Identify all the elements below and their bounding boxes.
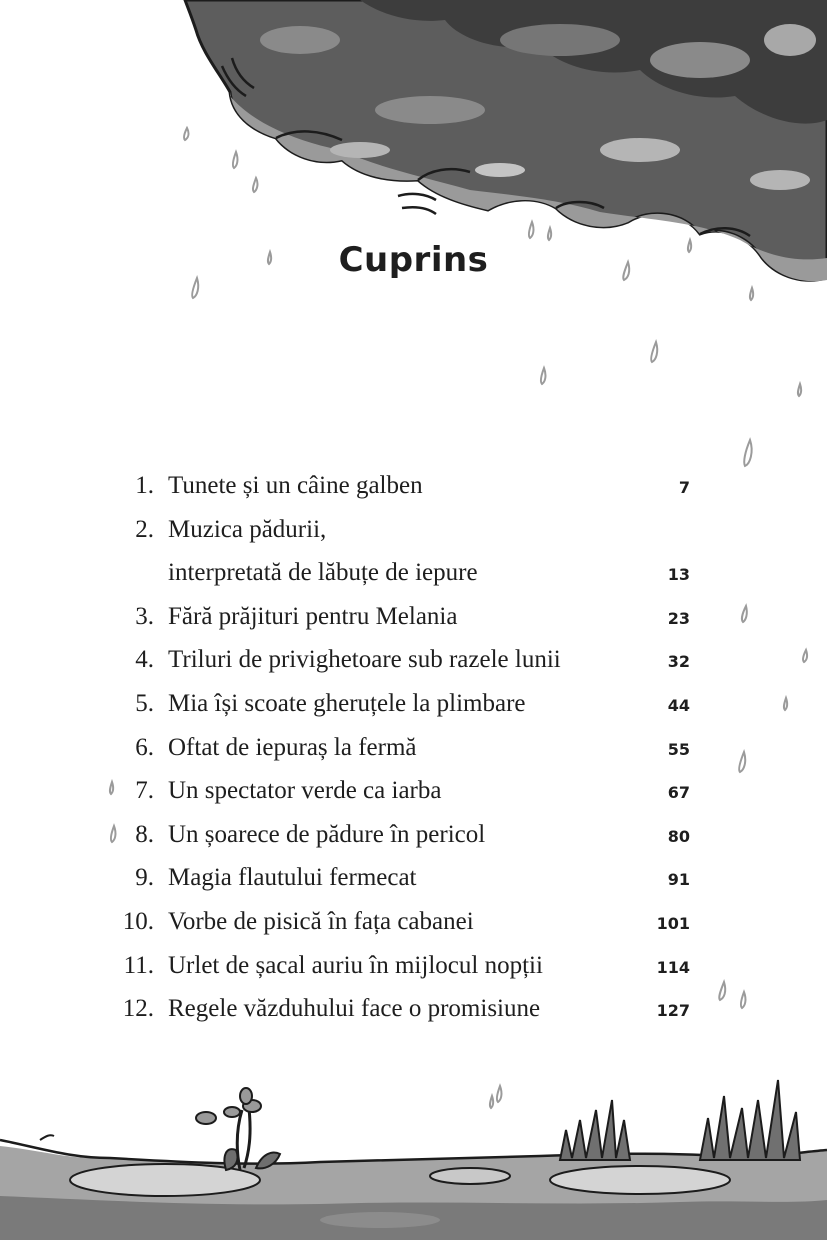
chapter-number: 12. bbox=[122, 995, 154, 1023]
table-of-contents bbox=[0, 468, 827, 1035]
toc-entry-8 bbox=[0, 817, 827, 861]
chapter-number: 5. bbox=[135, 689, 154, 717]
toc-entry-10 bbox=[0, 904, 827, 948]
toc-entry-12 bbox=[0, 991, 827, 1035]
toc-entry-1 bbox=[0, 468, 827, 512]
chapter-title: Regele văzduhului face o promisiune bbox=[168, 995, 541, 1023]
chapter-title: Urlet de șacal auriu în mijlocul nopții bbox=[168, 951, 543, 979]
chapter-title: Fără prăjituri pentru Melania bbox=[168, 602, 458, 630]
page-number: 7 bbox=[678, 478, 690, 497]
storm-cloud-illustration bbox=[185, 0, 827, 281]
chapter-title-continued: interpretată de lăbuțe de iepure bbox=[168, 559, 478, 587]
page-number: 67 bbox=[667, 783, 690, 803]
page-number: 80 bbox=[667, 826, 690, 846]
page-number: 114 bbox=[656, 957, 690, 977]
chapter-number: 2. bbox=[135, 515, 154, 543]
chapter-number: 1. bbox=[135, 472, 154, 499]
toc-entry-7 bbox=[0, 773, 827, 817]
page-number: 32 bbox=[667, 652, 690, 672]
page-number: 44 bbox=[667, 695, 690, 715]
toc-entry-3 bbox=[0, 599, 827, 643]
page-title: Cuprins bbox=[338, 240, 489, 280]
chapter-number: 9. bbox=[135, 864, 154, 892]
chapter-title: Un spectator verde ca iarba bbox=[168, 777, 442, 805]
toc-entry-11 bbox=[0, 948, 827, 992]
chapter-number: 6. bbox=[135, 733, 154, 761]
toc-entry-2 bbox=[0, 512, 827, 556]
page-number: 13 bbox=[667, 565, 690, 585]
page-number: 55 bbox=[667, 739, 690, 759]
chapter-number: 11. bbox=[123, 951, 154, 979]
ground-illustration bbox=[0, 1080, 827, 1240]
chapter-title: Magia flautului fermecat bbox=[168, 864, 417, 892]
page-number: 91 bbox=[667, 870, 690, 890]
toc-entry-4 bbox=[0, 642, 827, 686]
chapter-number: 8. bbox=[135, 820, 154, 848]
toc-entry-2-continued bbox=[0, 555, 827, 599]
chapter-title: Un șoarece de pădure în pericol bbox=[168, 820, 486, 848]
toc-entry-5 bbox=[0, 686, 827, 730]
chapter-number: 3. bbox=[135, 602, 154, 630]
chapter-title: Triluri de privighetoare sub razele lunii bbox=[168, 646, 561, 674]
chapter-title: Muzica pădurii, bbox=[168, 515, 327, 543]
chapter-number: 10. bbox=[122, 907, 154, 935]
chapter-title: Oftat de iepuraș la fermă bbox=[168, 733, 417, 761]
toc-entry-6 bbox=[0, 730, 827, 774]
chapter-number: 4. bbox=[135, 646, 154, 674]
chapter-number: 7. bbox=[135, 777, 154, 805]
chapter-title: Tunete și un câine galben bbox=[168, 472, 423, 499]
chapter-title: Vorbe de pisică în fața cabanei bbox=[168, 907, 474, 935]
page-number: 101 bbox=[656, 913, 690, 933]
page-number: 127 bbox=[656, 1001, 690, 1021]
toc-entry-9 bbox=[0, 860, 827, 904]
chapter-title: Mia își scoate gheruțele la plimbare bbox=[168, 689, 526, 717]
page-number: 23 bbox=[667, 608, 690, 628]
